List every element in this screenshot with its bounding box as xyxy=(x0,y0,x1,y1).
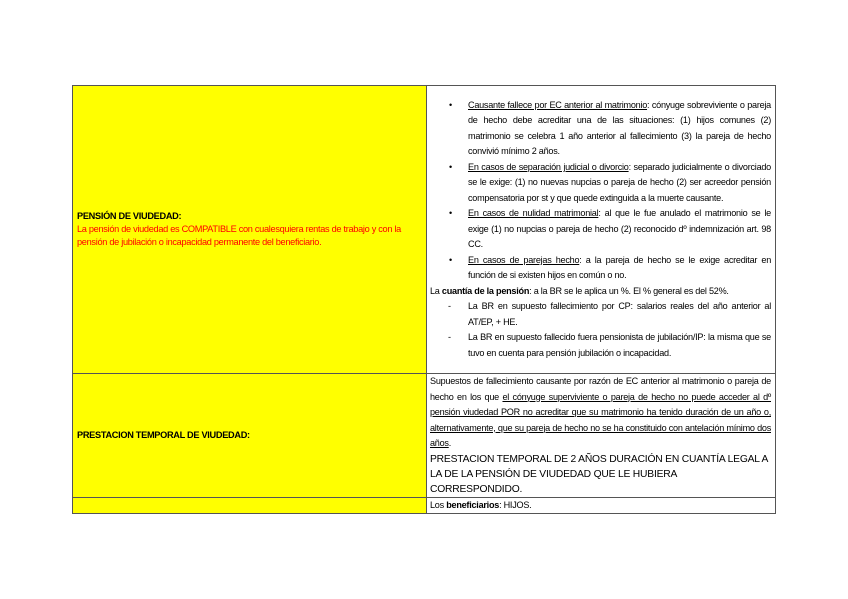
bullet-icon: • xyxy=(449,254,452,265)
bullet-icon: • xyxy=(449,161,452,172)
bullet-icon: • xyxy=(449,208,452,219)
row-content-cell xyxy=(427,374,776,498)
row-content-cell xyxy=(427,86,776,374)
dash-icon: - xyxy=(448,332,451,343)
beneficiarios-line: Los beneficiarios: HIJOS. xyxy=(430,499,532,510)
pension-viudedad-title: PENSIÓN DE VIUDEDAD: xyxy=(77,211,182,221)
row-content-cell xyxy=(427,497,776,514)
list-item: - La BR en supuesto fallecido fuera pensionista de jubilación/IP: la misma que se tuvo en cuenta para pensión jubilación o incapacidad. xyxy=(448,332,771,358)
row-label-cell xyxy=(73,374,427,498)
supuestos-paragraph: Supuestos de fallecimiento causante por razón de EC anterior al matrimonio o pareja de hecho en los que el cónyuge superviviente o pareja de hecho no puede acceder al dº pensión viudedad POR no acreditar que su matrimonio ha tenido duración de un año o, alternativamente, que su pareja de hecho no se ha constituido con antelación mínimo dos años. xyxy=(430,376,771,448)
base-reguladora-list xyxy=(430,299,771,361)
prestacion-temporal-title: PRESTACION TEMPORAL DE VIUDEDAD: xyxy=(77,429,250,440)
dash-icon: - xyxy=(448,301,451,312)
prestacion-caps-note: PRESTACION TEMPORAL DE 2 AÑOS DURACIÓN EN CUANTÍA LEGAL A LA DE LA PENSIÓN DE VIUDEDAD QUE LE HUBIERA CORRESPONDIDO. xyxy=(430,453,768,495)
requirements-list xyxy=(430,98,771,284)
list-item: • En casos de nulidad matrimonial: al que le fue anulado el matrimonio se le exige (1) no nupcias o pareja de hecho (2) reconocido dº indemnización art. 98 CC. xyxy=(449,208,771,250)
row-label-cell xyxy=(73,86,427,374)
table-row-prestacion-temporal xyxy=(73,374,776,498)
table-row-beneficiarios xyxy=(73,497,776,514)
table-row-pension-viudedad xyxy=(73,86,776,374)
list-item: • En casos de separación judicial o divorcio: separado judicialmente o divorciado se le exige: (1) no nuevas nupcias o pareja de hecho (2) ser acreedor pensión compensatoria por st y que quede extinguida a la muerte causante. xyxy=(449,161,771,203)
compatibility-note: La pensión de viudedad es COMPATIBLE con cualesquiera rentas de trabajo y con la pensión de jubilación o incapacidad permanente del beneficiario. xyxy=(77,224,401,247)
list-item: - La BR en supuesto fallecimiento por CP: salarios reales del año anterior al AT/EP, + HE. xyxy=(448,301,771,327)
bullet-icon: • xyxy=(449,99,452,110)
cuantia-paragraph: La cuantía de la pensión: a la BR se le aplica un %. El % general es del 52%. xyxy=(430,285,729,296)
document-table xyxy=(72,85,776,514)
list-item: • En casos de parejas hecho: a la pareja de hecho se le exige acreditar en función de si existen hijos en común o no. xyxy=(449,254,772,281)
row-label-cell xyxy=(73,497,427,514)
list-item: • Causante fallece por EC anterior al matrimonio: cónyuge sobreviviente o pareja de hecho debe acreditar una de las situaciones: (1) hijos comunes (2) matrimonio se celebra 1 año anterior al fallecimiento (3) la pareja de hecho convivió mínimo 2 años. xyxy=(449,99,771,157)
